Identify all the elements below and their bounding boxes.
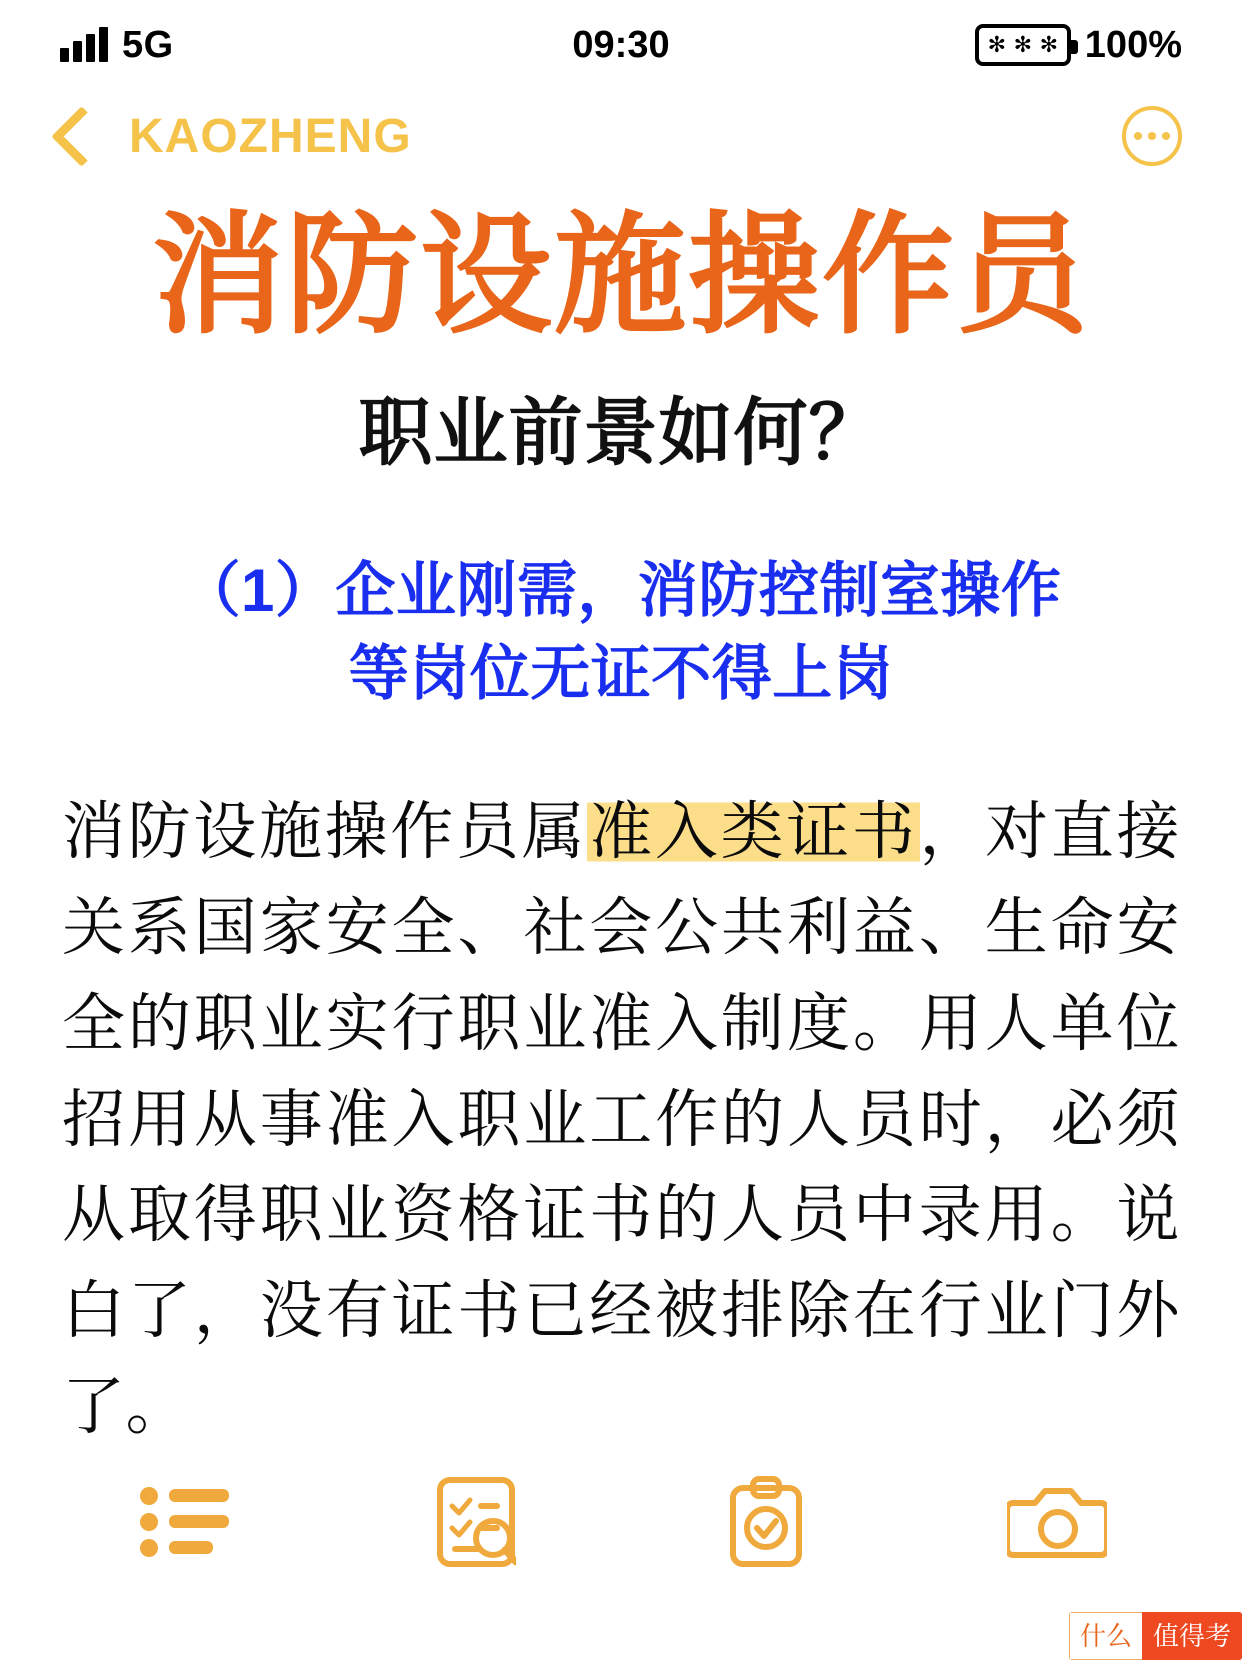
clipboard-check-icon[interactable]	[711, 1472, 821, 1572]
more-options-icon[interactable]	[1122, 106, 1182, 166]
status-bar	[0, 0, 1242, 90]
body-text-part-1: 消防设施操作员属	[62, 797, 588, 868]
signal-bars-icon	[60, 28, 108, 62]
back-chevron-icon[interactable]	[51, 106, 112, 167]
watermark-left-text: 什么	[1069, 1612, 1142, 1660]
watermark-right-text: 值得考	[1142, 1612, 1242, 1660]
body-text-highlight: 准入类证书	[589, 797, 918, 868]
battery-icon: ✻ ✻ ✻	[975, 24, 1071, 66]
section-heading-line-2: 等岗位无证不得上岗	[348, 639, 894, 707]
battery-percent-label: 100%	[1084, 23, 1182, 66]
network-type-label: 5G	[122, 23, 174, 66]
bottom-toolbar	[0, 1462, 1242, 1582]
section-heading-line-1: （1）企业刚需，消防控制室操作	[180, 556, 1062, 624]
article-body	[62, 785, 1180, 1455]
status-bar-right	[975, 24, 1182, 67]
article-content	[0, 186, 1242, 1519]
status-bar-left	[60, 24, 174, 67]
section-heading	[62, 550, 1180, 716]
navigation-bar	[0, 90, 1242, 182]
camera-icon[interactable]	[1002, 1472, 1112, 1572]
article-headline: 消防设施操作员	[152, 202, 1090, 349]
quiz-search-icon[interactable]	[421, 1472, 531, 1572]
list-bullet-icon[interactable]	[130, 1472, 240, 1572]
status-bar-clock: 09:30	[572, 23, 670, 66]
watermark	[1069, 1612, 1242, 1660]
body-text-part-2: ，对直接关系国家安全、社会公共利益、生命安全的职业实行职业准入制度。用人单位招用从事准入职业工作的人员时，必须从取得职业资格证书的人员中录用。说白了，没有证书已经被排除在行业门外了。	[62, 797, 1180, 1442]
article-subheadline: 职业前景如何？	[358, 390, 884, 474]
page-title: KAOZHENG	[129, 109, 412, 163]
